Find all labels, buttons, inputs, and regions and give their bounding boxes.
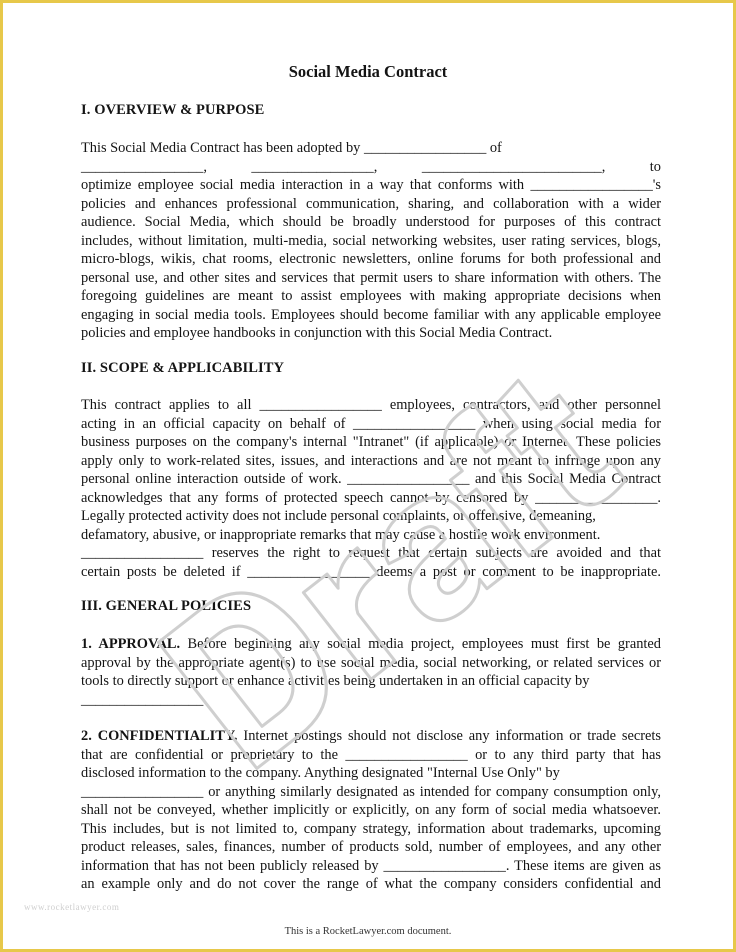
paragraph-line: information that has not been publicly released by _________________. These items are given as — [81, 857, 661, 874]
paragraph-line: disclosed information to the company. Anything designated "Internal Use Only" by — [81, 765, 560, 781]
paragraph-line: acting in an official capacity on behalf of _________________ when using social media for — [81, 415, 661, 432]
section-heading-general-policies: III. GENERAL POLICIES — [81, 598, 252, 614]
paragraph-line: foregoing guidelines are meant to assist employees with making appropriate decisions when — [81, 288, 661, 304]
paragraph-line: acknowledges that any forms of protected speech cannot by censored by _________________. — [81, 489, 661, 506]
paragraph-line: optimize employee social media interaction in a way that conforms with _________________'s — [81, 177, 661, 193]
paragraph-line: This contract applies to all _________________ employees, contractors, and other personnel — [81, 397, 661, 413]
paragraph-line: business purposes on the company's internal "Intranet" (if applicable) or Internet. These policies — [81, 434, 661, 450]
approval-paragraph — [81, 635, 661, 709]
section-overview-paragraph — [81, 139, 661, 343]
document-title: Social Media Contract — [288, 62, 448, 81]
paragraph-line: defamatory, abusive, or inappropriate remarks that may cause a hostile work environment. — [81, 526, 601, 543]
paragraph-line: _________________ reserves the right to request that certain subjects are avoided and that — [81, 545, 661, 561]
paragraph-line: audience. Social Media, which should be broadly understood for purposes of this contract — [81, 214, 661, 230]
section-heading-scope: II. SCOPE & APPLICABILITY — [81, 360, 285, 376]
paragraph-line: _________________. — [81, 691, 207, 708]
confidentiality-paragraph — [81, 727, 661, 894]
paragraph-line: Legally protected activity does not include personal complaints, or offensive, demeaning, — [81, 508, 596, 524]
paragraph-line — [81, 727, 661, 746]
approval-first-line: Before beginning any social media project, employees must first be granted — [180, 636, 661, 652]
faint-url-text: www.rocketlawyer.com — [24, 902, 120, 912]
paragraph-line: personal use, and other sites and services that permit users to share information with others. The — [81, 269, 661, 286]
paragraph-line: an example only and do not cover the range of what the company considers confidential and — [81, 876, 661, 892]
paragraph-line — [81, 635, 661, 654]
paragraph-line: policies and employee handbooks in conjunction with this Social Media Contract. — [81, 325, 553, 341]
approval-label: 1. APPROVAL. — [81, 636, 181, 652]
paragraph-line: _________________, _________________, _________________________, to — [81, 158, 661, 175]
paragraph-line: product releases, sales, finances, number of products sold, number of employees, and any other — [81, 839, 661, 855]
paragraph-line: policies and enhances professional communication, sharing, and collaboration with a wider — [81, 195, 661, 212]
paragraph-line: certain posts be deleted if _________________ deems a post or comment to be inappropriate. — [81, 563, 661, 580]
confidentiality-label: 2. CONFIDENTIALITY. — [81, 728, 238, 744]
paragraph-line: approval by the appropriate agent(s) to use social media, social networking, or related services or — [81, 654, 661, 671]
paragraph-line: apply only to work-related sites, issues, and interactions and are not meant to infringe upon any — [81, 452, 661, 469]
paragraph-line: This Social Media Contract has been adopted by _________________ of — [81, 140, 502, 156]
paragraph-line: includes, without limitation, multi-media, social networking websites, user rating services, blogs, — [81, 232, 661, 249]
section-scope-paragraph — [81, 396, 661, 581]
paragraph-line: engaging in social media tools. Employees should become familiar with any applicable employee — [81, 306, 661, 323]
paragraph-line: that are confidential or proprietary to the _________________ or to any third party that has — [81, 746, 661, 763]
paragraph-line: micro-blogs, wikis, chat rooms, electronic newsletters, online forums for both professional and — [81, 251, 661, 267]
paragraph-line: personal online interaction outside of work. _________________ and this Social Media Contract — [81, 471, 661, 487]
section-heading-overview: I. OVERVIEW & PURPOSE — [81, 102, 265, 118]
confidentiality-first-line: Internet postings should not disclose any information or trade secrets — [237, 728, 662, 744]
paragraph-line: _________________ or anything similarly designated as intended for company consumption only, — [81, 783, 661, 800]
document-footer: This is a RocketLawyer.com document. — [284, 926, 452, 937]
paragraph-line: shall not be conveyed, whether implicitly or explicitly, on any form of social media whatsoever. — [81, 802, 661, 818]
paragraph-line: This includes, but is not limited to, company strategy, information about trademarks, upcoming — [81, 820, 661, 837]
paragraph-line: tools to directly support or enhance activities being undertaken in an official capacity by — [81, 673, 590, 689]
